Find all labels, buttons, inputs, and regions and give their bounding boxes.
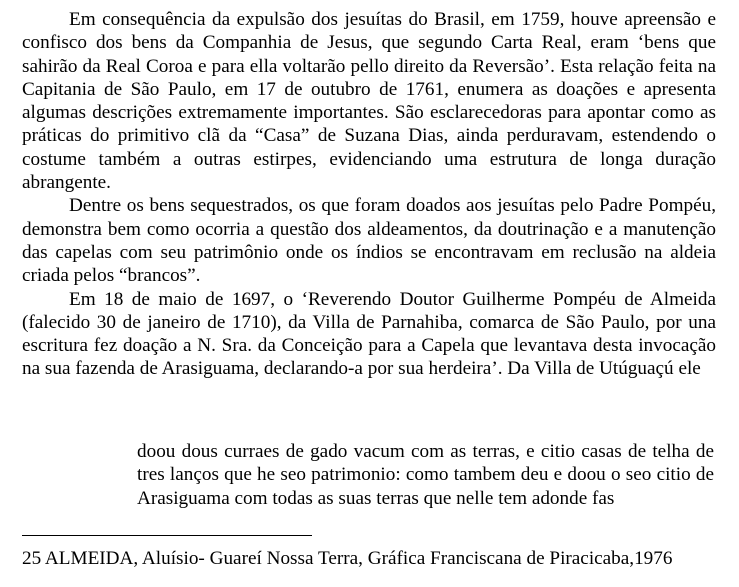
paragraph-sequestered-goods: Dentre os bens sequestrados, os que foram doados aos jesuítas pelo Padre Pompéu, demonstra bem como ocorria a questão dos aldeamentos, da doutrinação e a manutenção das capelas com seu patrimônio onde os índios se encontravam em reclusão na aldeia criada pelos “brancos”. [22, 195, 716, 287]
block-quote [137, 440, 714, 510]
paragraph-pompeu-donation: Em 18 de maio de 1697, o ‘Reverendo Doutor Guilherme Pompéu de Almeida (falecido 30 de janeiro de 1710), da Villa de Parnahiba, comarca de São Paulo, por una escritura fez doação a N. Sra. da Conceição para a Capela que levantava desta invocação na sua fazenda de Arasiguama, declarando-a por sua herdeira’. Da Villa de Utúguaçú ele [22, 288, 716, 380]
block-quote-text: doou dous curraes de gado vacum com as terras, e citio casas de telha de tres lanços que he seo patrimonio: como tambem deu e doou o seo citio de Arasiguama com todas as suas terras que nelle tem adonde fas [137, 441, 714, 509]
body-text [22, 8, 716, 381]
footnote: 25 ALMEIDA, Aluísio- Guareí Nossa Terra, Gráfica Franciscana de Piracicaba,1976 [22, 548, 673, 569]
footnote-separator [22, 535, 312, 536]
paragraph-expulsion: Em consequência da expulsão dos jesuítas do Brasil, em 1759, houve apreensão e confisco dos bens da Companhia de Jesus, que segundo Carta Real, eram ‘bens que sahirão da Real Coroa e para ella voltarão pello direito da Reversão’. Esta relação feita na Capitania de São Paulo, em 17 de outubro de 1761, enumera as doações e apresenta algumas descrições extremamente importantes. São esclarecedoras para apontar como as práticas do primitivo clã da “Casa” de Suzana Dias, ainda perduravam, estendendo o costume também a outras estirpes, evidenciando uma estrutura de longa duração abrangente. [22, 9, 716, 194]
